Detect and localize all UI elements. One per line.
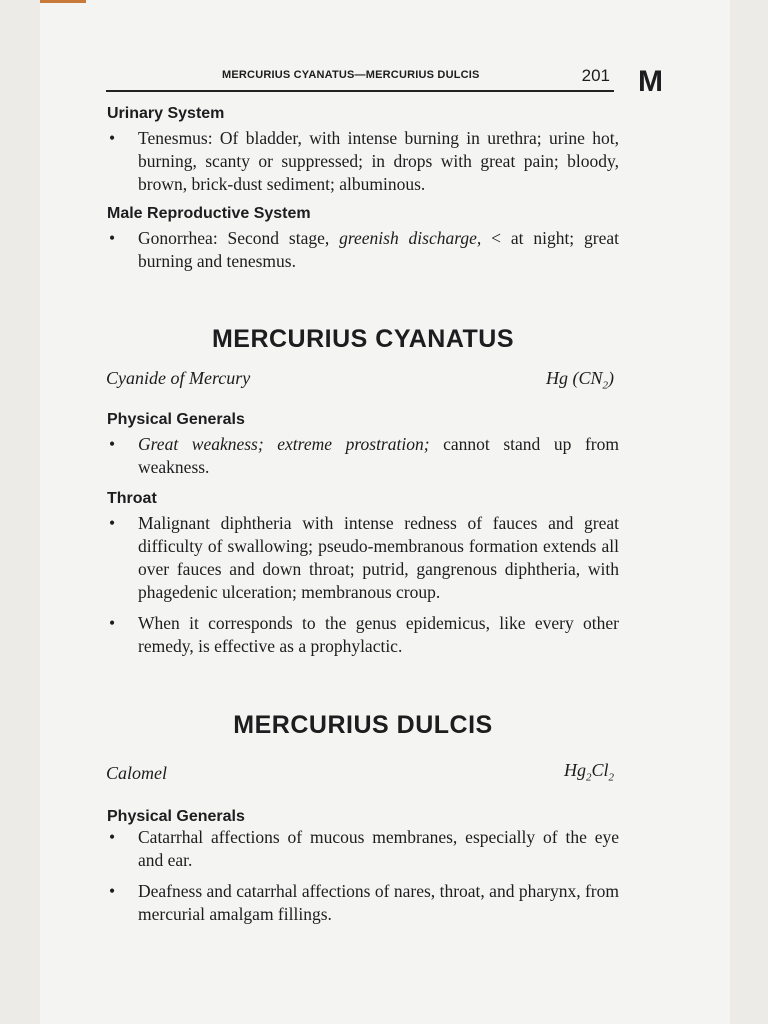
bullet-icon: •: [109, 513, 116, 533]
male-reproductive-list: [107, 227, 619, 281]
remedy-title-dulcis: MERCURIUS DULCIS: [233, 711, 493, 739]
list-item: [107, 433, 619, 479]
list-item: [107, 612, 619, 658]
formula-part-hg: Hg: [563, 760, 586, 780]
section-heading-male-reproductive: Male Reproductive System: [107, 205, 311, 222]
throat-list: [107, 512, 619, 666]
common-name-cyanatus: Cyanide of Mercury: [106, 368, 251, 388]
urinary-list: [107, 127, 619, 204]
item-text: Tenesmus: Of bladder, with intense burning in urethra; urine hot, burning, scanty or suppressed; in drops with great pain; bloody, brown, brick-dust sediment; albuminous.: [138, 128, 619, 194]
common-name-dulcis: Calomel: [106, 763, 167, 783]
remedy-title-cyanatus: MERCURIUS CYANATUS: [211, 325, 515, 353]
item-text: Catarrhal affections of mucous membranes, especially of the eye and ear.: [138, 827, 619, 870]
list-item: [107, 880, 619, 926]
list-item: [107, 127, 619, 196]
item-text-italic: greenish discharge,: [339, 228, 482, 248]
item-text: Malignant diphtheria with intense redness of fauces and great difficulty of swallowing; pseudo-membranous formation extends all over fauces and down throat; putrid, gangrenous diphtheria, with phagedenic ulceration; membranous croup.: [138, 513, 619, 602]
section-heading-throat: Throat: [107, 490, 157, 507]
item-text-before: Gonorrhea: Second stage,: [138, 228, 340, 248]
bullet-icon: •: [109, 228, 116, 248]
item-text-italic: Great weakness; extreme prostration;: [138, 434, 430, 454]
thumb-index-letter: M: [638, 65, 663, 98]
item-text-after: cannot stand up from weakness.: [138, 434, 619, 477]
formula-subscript: 2: [608, 771, 614, 784]
bullet-icon: •: [109, 881, 116, 901]
page-edge-mark: [40, 0, 86, 3]
running-header: [106, 66, 614, 92]
page-number: 201: [581, 66, 610, 85]
bullet-icon: •: [109, 827, 116, 847]
list-item: [107, 826, 619, 872]
formula-part-cl: Cl: [591, 760, 609, 780]
section-heading-urinary: Urinary System: [107, 105, 225, 122]
item-text-after: < at night; great burning and tenesmus.: [138, 228, 619, 271]
formula-end: ): [608, 368, 614, 388]
formula-subscript: 2: [585, 771, 592, 784]
chemical-formula-dulcis: [564, 760, 614, 784]
list-item: [107, 512, 619, 604]
formula-base: Hg (CN: [545, 368, 603, 388]
bullet-icon: •: [109, 128, 116, 148]
section-heading-physical-generals: Physical Generals: [107, 411, 245, 428]
section-heading-physical-generals: Physical Generals: [107, 808, 245, 825]
dulcis-physical-generals-list: [107, 826, 619, 934]
item-text: Deafness and catarrhal affections of nares, throat, and pharynx, from mercurial amalgam fillings.: [138, 881, 619, 924]
formula-subscript: 2: [602, 379, 608, 392]
bullet-icon: •: [109, 613, 116, 633]
item-text: When it corresponds to the genus epidemicus, like every other remedy, is effective as a prophylactic.: [138, 613, 619, 656]
running-title: MERCURIUS CYANATUS—MERCURIUS DULCIS: [222, 69, 480, 81]
bullet-icon: •: [109, 434, 116, 454]
chemical-formula-cyanatus: [546, 368, 614, 392]
list-item: [107, 227, 619, 273]
cyanatus-physical-generals-list: [107, 433, 619, 487]
